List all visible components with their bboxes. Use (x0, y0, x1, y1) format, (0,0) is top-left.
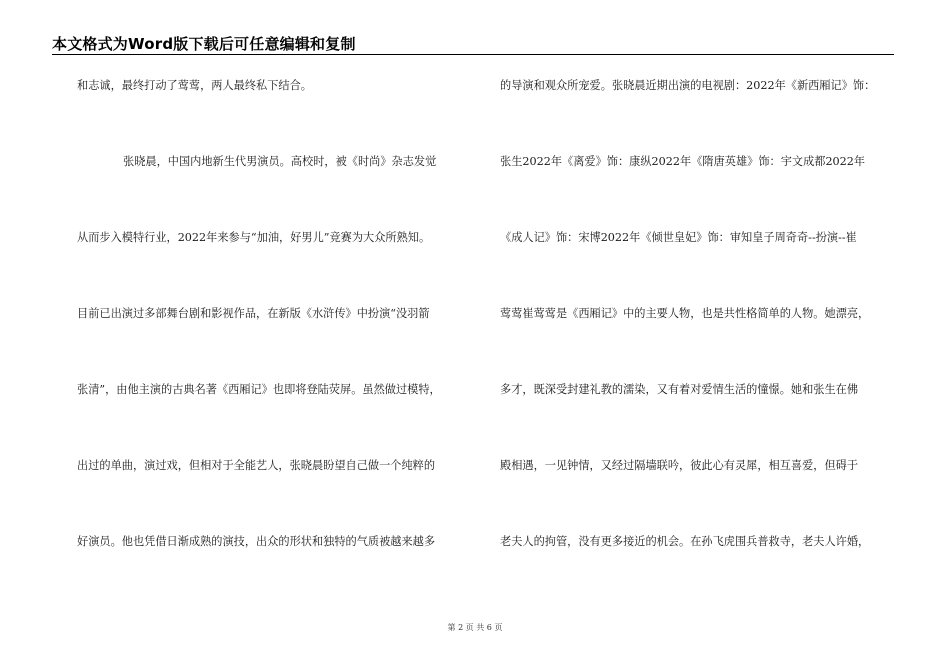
text-line: 和志诚，最终打动了莺莺，两人最终私下结合。 (77, 79, 312, 92)
left-text-column (77, 0, 477, 672)
text-line: 好演员。他也凭借日渐成熟的演技，出众的形状和独特的气质被越来越多 (77, 535, 436, 548)
text-line: 莺莺崔莺莺是《西厢记》中的主要人物，也是共性格简单的人物。她漂亮， (500, 307, 870, 320)
text-line: 老夫人的拘管，没有更多接近的机会。在孙飞虎围兵普救寺，老夫人许婚， (500, 535, 870, 548)
page-number: 第 2 页 共 6 页 (447, 623, 503, 632)
text-line: 张生2022年《离爱》饰：康纵2022年《隋唐英雄》饰：宇文成都2022年 (500, 155, 866, 168)
text-line: 多才，既深受封建礼教的濡染，又有着对爱情生活的憧憬。她和张生在佛 (500, 383, 859, 396)
right-text-column (500, 0, 900, 672)
text-line: 目前已出演过多部舞台剧和影视作品，在新版《水浒传》中扮演“没羽箭 (77, 307, 430, 320)
text-line: 的导演和观众所宠爱。张晓晨近期出演的电视剧：2022年《新西厢记》饰： (500, 79, 876, 92)
page-footer (0, 622, 950, 633)
text-line: 《成人记》饰：宋博2022年《倾世皇妃》饰：审知皇子周奇奇--扮演--崔 (500, 231, 857, 244)
text-line: 殿相遇，一见钟情，又经过隔墙联吟，彼此心有灵犀，相互喜爱，但碍于 (500, 459, 859, 472)
text-line: 张清”，由他主演的古典名著《西厢记》也即将登陆荧屏。虽然做过模特， (77, 383, 441, 396)
text-line: 出过的单曲，演过戏，但相对于全能艺人，张晓晨盼望自己做一个纯粹的 (77, 459, 436, 472)
header-title: 本文格式为Word版下载后可任意编辑和复制 (52, 35, 356, 53)
text-line: 张晓晨，中国内地新生代男演员。高校时，被《时尚》杂志发觉 (123, 155, 437, 168)
text-line: 从而步入模特行业，2022年来参与“加油，好男儿”竞赛为大众所熟知。 (77, 231, 431, 244)
